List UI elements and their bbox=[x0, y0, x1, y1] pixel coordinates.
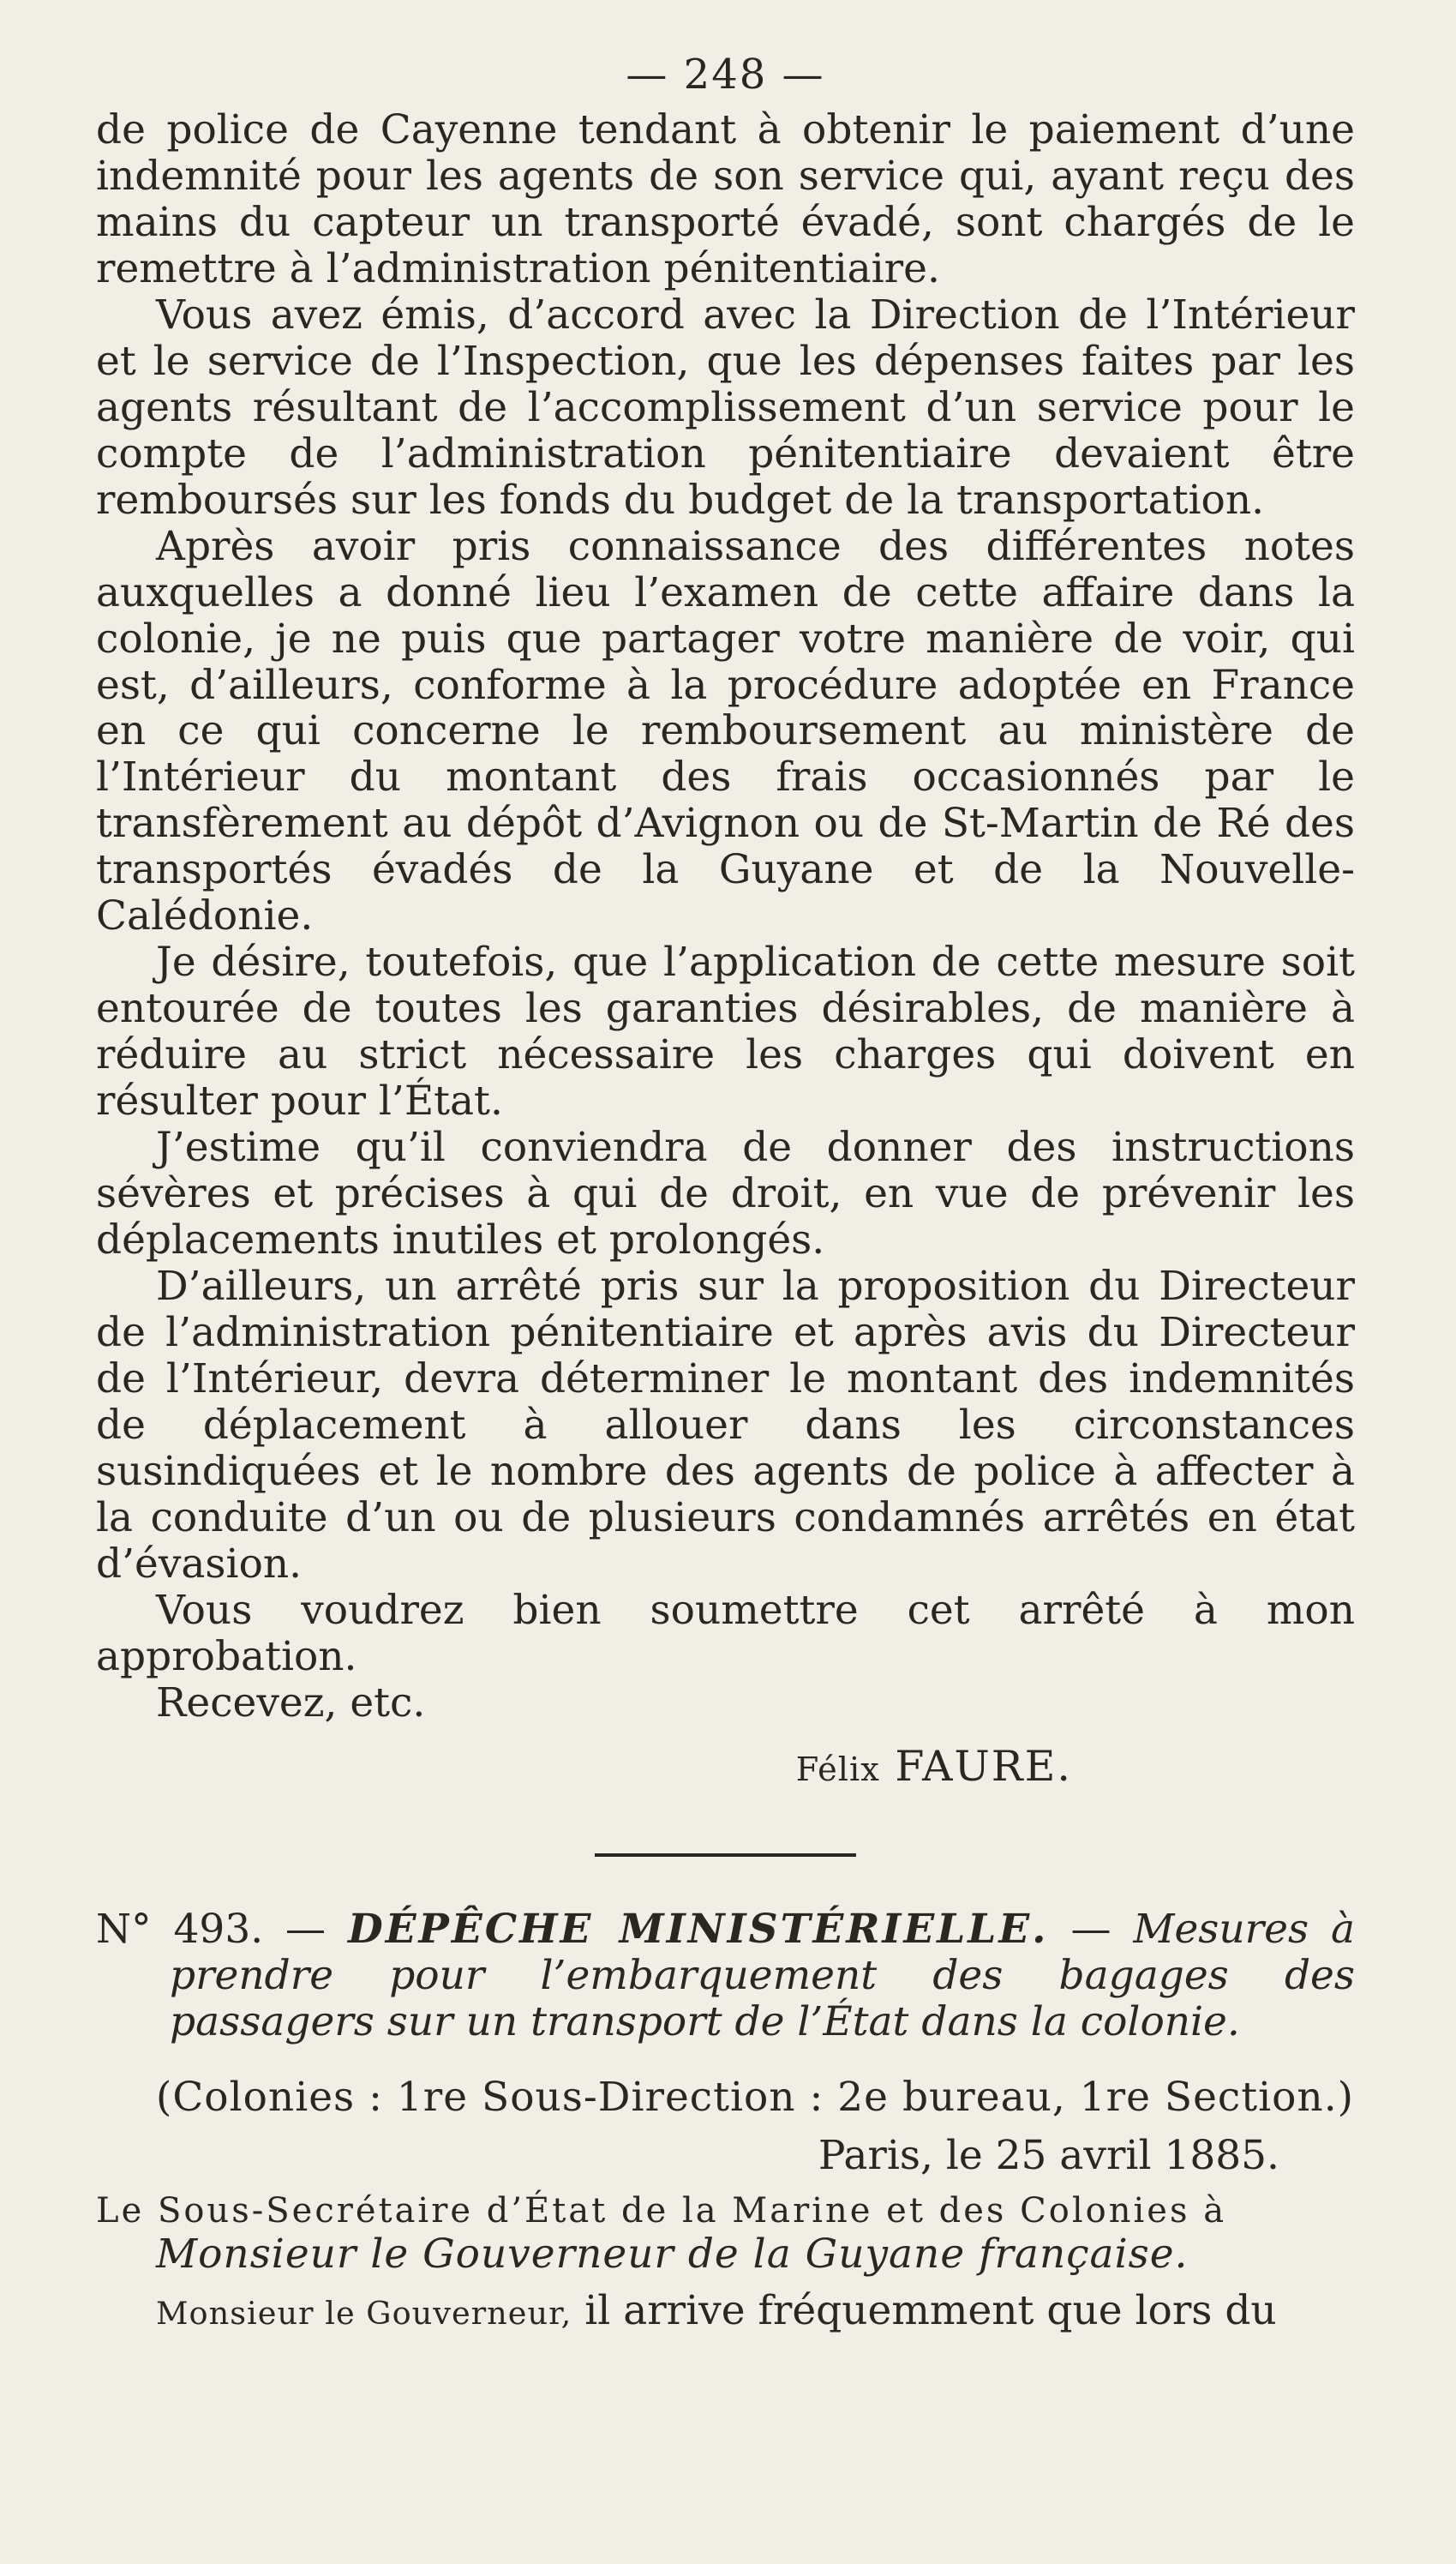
letter-paragraph-1: de police de Cayenne tendant à obtenir le paiement d’une indemnité pour les agents de son service qui, ayant reçu des mains du capteur un transporté évadé, sont chargés de le remettre à l’administration pénitentiaire. bbox=[96, 106, 1355, 292]
letter-paragraph-5: J’estime qu’il conviendra de donner des instructions sévères et précises à qui de droit, en vue de prévenir les déplacements inutiles et prolongés. bbox=[96, 1124, 1355, 1264]
letter-paragraph-2: Vous avez émis, d’accord avec la Direction de l’Intérieur et le service de l’Inspection, que les dépenses faites par les agents résultant de l’accomplissement d’un service pour le compte de l’administration pénitentiaire devaient être remboursés sur les fonds du budget de la transportation. bbox=[96, 291, 1355, 524]
dispatch-salutation: Monsieur le Gouverneur, bbox=[156, 2295, 572, 2333]
dispatch-subject: Mesures à prendre pour l’embarquement des bagages des passagers sur un transport de l’État dans la colonie. bbox=[170, 1905, 1355, 2045]
dispatch-addressee-recipient: Monsieur le Gouverneur de la Guyane française. bbox=[156, 2231, 1189, 2279]
letter-paragraph-7: Vous voudrez bien soumettre cet arrêté à mon approbation. bbox=[96, 1586, 1355, 1680]
signature-first-name: Félix bbox=[795, 1751, 880, 1790]
dispatch-title: DÉPÊCHE MINISTÉRIELLE. bbox=[347, 1905, 1049, 1953]
signature-last-name: FAURE. bbox=[895, 1742, 1072, 1792]
signature bbox=[96, 1743, 1355, 1791]
dispatch-opening-text: il arrive fréquemment que lors du bbox=[584, 2287, 1277, 2335]
section-divider bbox=[595, 1853, 856, 1857]
letter-closing: Recevez, etc. bbox=[156, 1678, 426, 1726]
letter-paragraph-6: D’ailleurs, un arrêté pris sur la proposition du Directeur de l’administration pénitentiaire et après avis du Directeur de l’Intérieur, devra déterminer le montant des indemnités de déplacement à allouer dans les circonstances susindiquées et le nombre des agents de police à affecter à la conduite d’un ou de plusieurs condamnés arrêtés en état d’évasion. bbox=[96, 1262, 1355, 1588]
dispatch-number: N° 493. — bbox=[96, 1905, 327, 1953]
letter-paragraph-3: Après avoir pris connaissance des différentes notes auxquelles a donné lieu l’examen de cette affaire dans la colonie, je ne puis que partager votre manière de voir, qui est, d’ailleurs, conforme à la procédure adoptée en France en ce qui concerne le remboursement au ministère de l’Intérieur du montant des frais occasionnés par le transfèrement au dépôt d’Avignon ou de St-Martin de Ré des transportés évadés de la Guyane et de la Nouvelle-Calédonie. bbox=[96, 522, 1355, 940]
letter-paragraph-4: Je désire, toutefois, que l’application de cette mesure soit entourée de toutes les garanties désirables, de manière à réduire au strict nécessaire les charges qui doivent en résulter pour l’État. bbox=[96, 939, 1355, 1126]
dispatch-heading bbox=[96, 1906, 1355, 2045]
dispatch-dateline: Paris, le 25 avril 1885. bbox=[818, 2131, 1279, 2179]
page-number: — 248 — bbox=[626, 51, 825, 99]
dispatch-addressee-sender: Le Sous-Secrétaire d’État de la Marine et des Colonies à bbox=[96, 2191, 1227, 2231]
dispatch-opening bbox=[96, 2288, 1355, 2334]
dispatch-service-line: (Colonies : 1re Sous-Direction : 2e bureau, 1re Section.) bbox=[156, 2073, 1354, 2121]
dispatch-dash: — bbox=[1070, 1905, 1111, 1953]
